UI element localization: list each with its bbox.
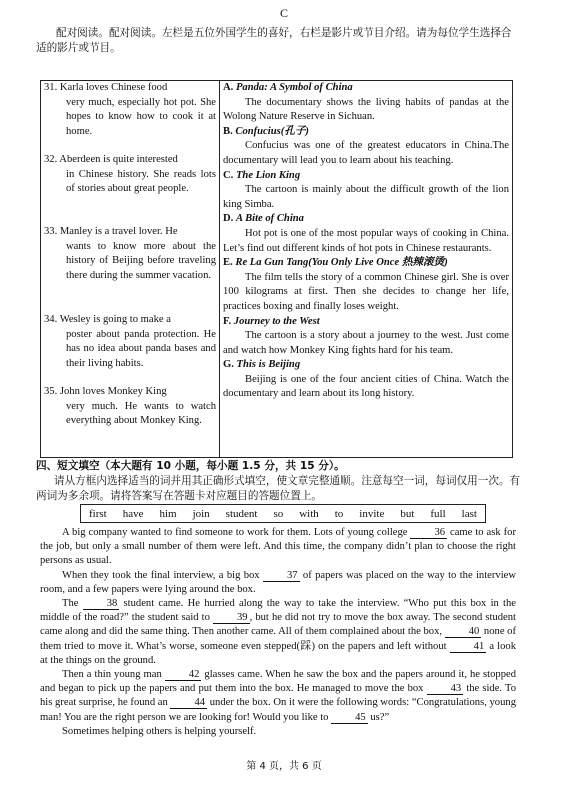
passage-paragraph: Then a thin young man 42 glasses came. When he saw the box and the papers around it, he stopped and began to pick up the papers and put them into the box. He managed to move the box 43 the side. To his great surprise, he found an 44 under the box. On it were the following words: “Congratulations, young man! You are the right person we are looking for! Would you like to 45 us?” bbox=[40, 669, 517, 723]
program-description: The cartoon is a story about a journey to the west. Just come and watch how Monkey King fights hard for his team. bbox=[223, 330, 509, 356]
student-description: very much. He wants to watch everything about Monkey King. bbox=[66, 400, 216, 427]
program-name: Panda: A Symbol of China bbox=[235, 82, 353, 93]
student-description: poster about panda protection. He has no idea about panda bases and their living habits. bbox=[66, 328, 216, 369]
program-title bbox=[223, 125, 509, 140]
blank-number: 45 bbox=[331, 712, 368, 724]
programs-column bbox=[220, 81, 513, 458]
blank-number: 43 bbox=[427, 683, 464, 695]
program-description: The film tells the story of a common Chinese girl. She is over 100 kilograms at first. Then she decides to change her life, practices boxing and finally loses weight. bbox=[223, 271, 509, 312]
word-bank-item: full bbox=[430, 507, 446, 520]
program-description: Beijing is one of the four ancient cities of China. Watch the documentary and learn about its long history. bbox=[223, 373, 509, 400]
program-title bbox=[223, 212, 509, 227]
program-title bbox=[223, 81, 509, 96]
word-bank-item: last bbox=[461, 507, 477, 520]
student-item bbox=[44, 385, 216, 457]
section-letter: C bbox=[279, 6, 288, 20]
word-bank-item: join bbox=[192, 507, 210, 520]
blank-number: 40 bbox=[445, 626, 482, 638]
word-bank-item: have bbox=[122, 507, 144, 520]
blank-number: 41 bbox=[450, 641, 487, 653]
program-description: Hot pot is one of the most popular ways of cooking in China. Let’s find out different kinds of hot pots in Chinese restaurants. bbox=[223, 227, 509, 254]
word-bank-item: with bbox=[299, 507, 319, 520]
program-letter: B. bbox=[223, 125, 236, 137]
matching-table bbox=[40, 80, 513, 458]
passage-paragraph: When they took the final interview, a big box 37 of papers was placed on the way to the interview room, and a few papers were lying around the box. bbox=[40, 569, 516, 595]
students-column bbox=[41, 81, 220, 458]
student-first-line: 35. John loves Monkey King bbox=[44, 386, 167, 397]
program-letter: F. bbox=[223, 315, 234, 327]
student-description: in Chinese history. She reads lots of stories about great people. bbox=[66, 168, 216, 195]
section-intro: 配对阅读。配对阅读。左栏是五位外国学生的喜好，右栏是影片或节目介绍。请为每位学生选择合适的影片或节目。 bbox=[36, 27, 512, 54]
section-4 bbox=[36, 459, 526, 504]
program-letter: G. bbox=[223, 359, 237, 371]
page-footer: 第 4 页，共 6 页 bbox=[246, 761, 322, 772]
blank-number: 38 bbox=[83, 598, 120, 610]
student-first-line: 32. Aberdeen is quite interested bbox=[44, 154, 178, 165]
section-4-heading: 四、短文填空（本大题有 10 小题，每小题 1.5 分，共 15 分）。 bbox=[36, 460, 345, 472]
blank-number: 44 bbox=[170, 697, 207, 709]
word-bank-item: to bbox=[334, 507, 344, 520]
word-bank-item: him bbox=[159, 507, 177, 520]
program-name: A Bite of China bbox=[235, 213, 304, 225]
cloze-passage bbox=[40, 526, 516, 739]
word-bank-item: student bbox=[225, 507, 258, 520]
program-letter: C. bbox=[223, 169, 236, 181]
blank-number: 39 bbox=[213, 612, 250, 624]
passage-conclusion: Sometimes helping others is helping yourself. bbox=[62, 725, 257, 737]
word-bank-item: but bbox=[400, 507, 415, 520]
word-bank-item: so bbox=[273, 507, 284, 520]
student-first-line: 34. Wesley is going to make a bbox=[44, 314, 171, 325]
program-name: Re La Gun Tang(You Only Live Once 热辣滚烫) bbox=[235, 257, 448, 269]
program-description: Confucius was one of the greatest educators in China.The documentary will lead you to learn about his teaching. bbox=[223, 140, 509, 166]
program-description: The cartoon is mainly about the difficult growth of the lion king Simba. bbox=[223, 184, 509, 210]
blank-number: 42 bbox=[165, 669, 202, 681]
word-bank-box bbox=[80, 504, 486, 523]
program-title bbox=[223, 358, 509, 373]
word-bank-item: first bbox=[88, 507, 107, 520]
blank-number: 36 bbox=[410, 527, 447, 539]
program-title bbox=[223, 169, 509, 184]
student-item bbox=[44, 153, 216, 225]
program-name: Journey to the West bbox=[233, 315, 320, 327]
student-description: wants to know more about the history of Beijing before traveling there during the summer vacation. bbox=[66, 240, 216, 281]
student-first-line: 31. Karla loves Chinese food bbox=[44, 82, 168, 93]
program-title bbox=[223, 256, 509, 271]
word-bank-item: invite bbox=[359, 507, 385, 520]
section-4-instructions: 请从方框内选择适当的词并用其正确形式填空，使文章完整通顺。注意每空一词，每词仅用一次。有两词为多余项。请将答案写在答题卡对应题目的答题位置上。 bbox=[36, 475, 521, 502]
program-name: Confucius(孔子) bbox=[235, 125, 309, 137]
student-description: very much, especially hot pot. She hopes to know how to cook it at home. bbox=[66, 96, 216, 137]
blank-number: 37 bbox=[263, 570, 300, 582]
program-name: The Lion King bbox=[235, 169, 301, 181]
program-description: The documentary shows the living habits of pandas at the Wolong Nature Reserve in Sichuan. bbox=[223, 96, 509, 123]
student-item bbox=[44, 81, 216, 153]
passage-paragraph: A big company wanted to find someone to work for them. Lots of young college 36 came to ask for the job, but only a small number of them were left. And this time, the company didn’t plan to choose the right persons as usual. bbox=[40, 527, 517, 567]
student-item bbox=[44, 313, 216, 385]
student-first-line: 33. Manley is a travel lover. He bbox=[44, 226, 178, 237]
program-letter: A. bbox=[223, 82, 236, 93]
program-title bbox=[223, 315, 509, 330]
program-letter: E. bbox=[223, 257, 236, 269]
program-name: This is Beijing bbox=[236, 359, 301, 371]
student-item bbox=[44, 225, 216, 313]
passage-paragraph: The 38 student came. He hurried along the way to take the interview. “Who put this box in the middle of the road?” the student said to 39 , but he did not try to move the box away. The second student came along and did the same thing. Then another came. All of them complained about the box, 40 none of them tried to move it. What’s worse, someone even stepped(踩) on the papers and left without 41 a look at the things on the ground. bbox=[40, 598, 517, 666]
program-letter: D. bbox=[223, 213, 236, 225]
